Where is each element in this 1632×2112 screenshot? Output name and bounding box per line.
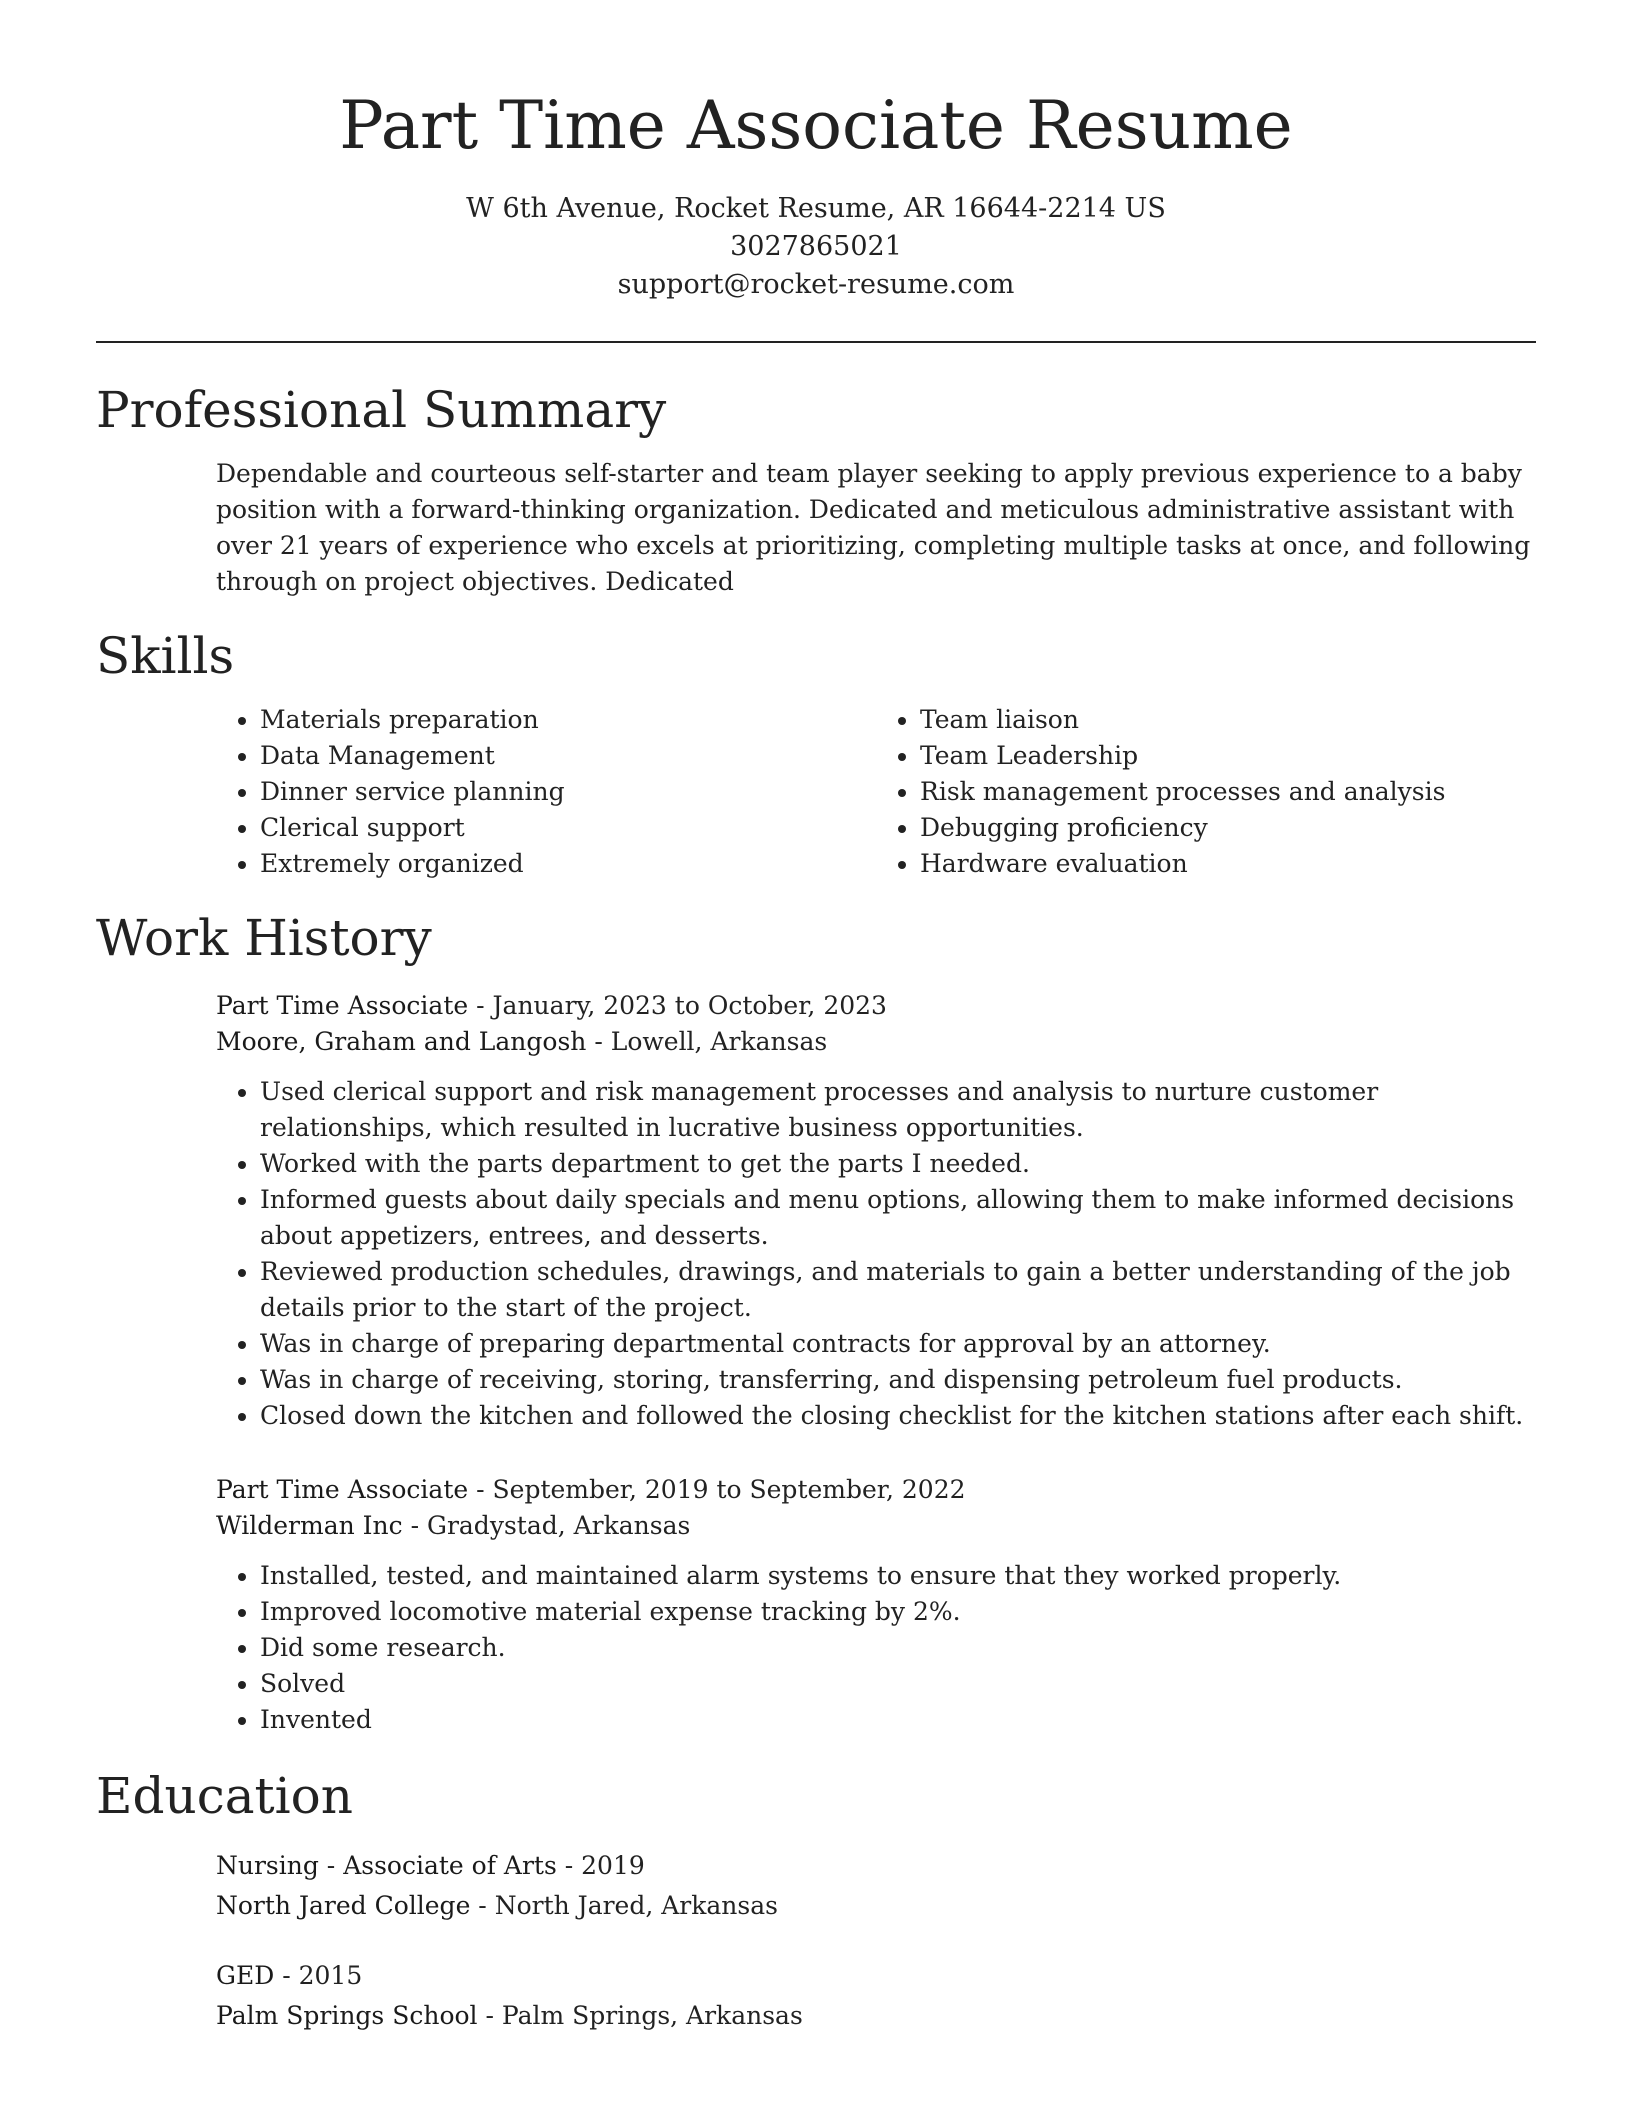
- email-address: support@rocket-resume.com: [617, 269, 1015, 300]
- job-location: Lowell, Arkansas: [610, 1027, 828, 1056]
- skill-item: • Risk management processes and analysis: [920, 774, 1536, 810]
- education-degree-line: [216, 1846, 1536, 1886]
- summary-section: [216, 456, 1536, 600]
- job-bullets: [216, 1558, 1536, 1738]
- education-school-line: [216, 1996, 1536, 2036]
- education-entry: [216, 1956, 1536, 2036]
- job-bullet: • Improved locomotive material expense tracking by 2%.: [260, 1594, 1536, 1630]
- company-name: Wilderman Inc: [216, 1511, 403, 1540]
- skill-item: • Debugging proficiency: [920, 810, 1536, 846]
- job-title-line: [216, 1472, 1536, 1508]
- job-company-line: [216, 1024, 1536, 1060]
- separator: -: [586, 1027, 611, 1056]
- skill-item: • Team liaison: [920, 702, 1536, 738]
- job-entry: [216, 1472, 1536, 1738]
- job-title: Part Time Associate: [216, 1475, 469, 1504]
- job-title: Part Time Associate: [216, 991, 469, 1020]
- education-entry: [216, 1846, 1536, 1926]
- separator: -: [477, 2001, 502, 2030]
- job-bullet: • Was in charge of receiving, storing, transferring, and dispensing petroleum fuel products.: [260, 1362, 1536, 1398]
- job-dates: January, 2023 to October, 2023: [492, 991, 887, 1020]
- skill-item: • Data Management: [260, 738, 876, 774]
- separator: -: [468, 1475, 493, 1504]
- education-year: 2019: [581, 1851, 645, 1880]
- education-year: 2015: [298, 1961, 363, 1990]
- separator: -: [274, 1961, 299, 1990]
- separator: -: [470, 1891, 495, 1920]
- job-dates: September, 2019 to September, 2022: [492, 1475, 966, 1504]
- education-heading: Education: [96, 1767, 353, 1825]
- job-location: Gradystad, Arkansas: [426, 1511, 691, 1540]
- education-degree: GED: [216, 1961, 275, 1990]
- job-bullet: • Was in charge of preparing departmental contracts for approval by an attorney.: [260, 1326, 1536, 1362]
- job-entry: [216, 988, 1536, 1434]
- job-title-line: [216, 988, 1536, 1024]
- summary-text: Dependable and courteous self-starter and team player seeking to apply previous experience to a baby position with a forward-thinking organization. Dedicated and meticulous administrative assistant with over 21 years of experience who excels at prioritizing, completing multiple tasks at once, and following through on project objectives. Dedicated: [216, 459, 1531, 596]
- job-bullet: • Closed down the kitchen and followed the closing checklist for the kitchen stations after each shift.: [260, 1398, 1536, 1434]
- skills-heading: Skills: [96, 627, 235, 685]
- job-bullet: • Reviewed production schedules, drawings, and materials to gain a better understanding of the job details prior to the start of the project.: [260, 1254, 1536, 1326]
- school-location: North Jared, Arkansas: [494, 1891, 778, 1920]
- skill-item: • Dinner service planning: [260, 774, 876, 810]
- work-history-heading: Work History: [96, 909, 432, 967]
- header-divider: [96, 341, 1536, 343]
- skill-item: • Hardware evaluation: [920, 846, 1536, 882]
- job-bullet: • Solved: [260, 1666, 1536, 1702]
- job-bullet: • Did some research.: [260, 1630, 1536, 1666]
- school-name: Palm Springs School: [216, 2001, 478, 2030]
- skill-item: • Clerical support: [260, 810, 876, 846]
- education-field: Nursing: [216, 1851, 319, 1880]
- company-name: Moore, Graham and Langosh: [216, 1027, 587, 1056]
- education-school-line: [216, 1886, 1536, 1926]
- separator: -: [318, 1851, 344, 1880]
- resume-title: Part Time Associate Resume: [339, 87, 1293, 164]
- skill-item: • Materials preparation: [260, 702, 876, 738]
- job-bullet: • Invented: [260, 1702, 1536, 1738]
- job-bullet: • Worked with the parts department to get the parts I needed.: [260, 1146, 1536, 1182]
- skill-item: • Team Leadership: [920, 738, 1536, 774]
- separator: -: [556, 1851, 582, 1880]
- skills-section: [216, 702, 1536, 882]
- address: W 6th Avenue, Rocket Resume, AR 16644-2214 US: [466, 193, 1166, 224]
- job-bullet: • Informed guests about daily specials and menu options, allowing them to make informed decisions about appetizers, entrees, and desserts.: [260, 1182, 1536, 1254]
- contact-info: [96, 190, 1536, 304]
- school-location: Palm Springs, Arkansas: [501, 2001, 803, 2030]
- separator: -: [468, 991, 493, 1020]
- phone-number: 3027865021: [730, 231, 902, 262]
- summary-heading: Professional Summary: [96, 381, 667, 439]
- job-company-line: [216, 1508, 1536, 1544]
- job-bullets: [216, 1074, 1536, 1434]
- skills-list-left: [216, 702, 876, 882]
- separator: -: [402, 1511, 427, 1540]
- skills-list-right: [876, 702, 1536, 882]
- job-bullet: • Installed, tested, and maintained alarm systems to ensure that they worked properly.: [260, 1558, 1536, 1594]
- education-degree: Associate of Arts: [343, 1851, 557, 1880]
- job-bullet: • Used clerical support and risk management processes and analysis to nurture customer relationships, which resulted in lucrative business opportunities.: [260, 1074, 1536, 1146]
- school-name: North Jared College: [216, 1891, 471, 1920]
- skill-item: • Extremely organized: [260, 846, 876, 882]
- education-degree-line: [216, 1956, 1536, 1996]
